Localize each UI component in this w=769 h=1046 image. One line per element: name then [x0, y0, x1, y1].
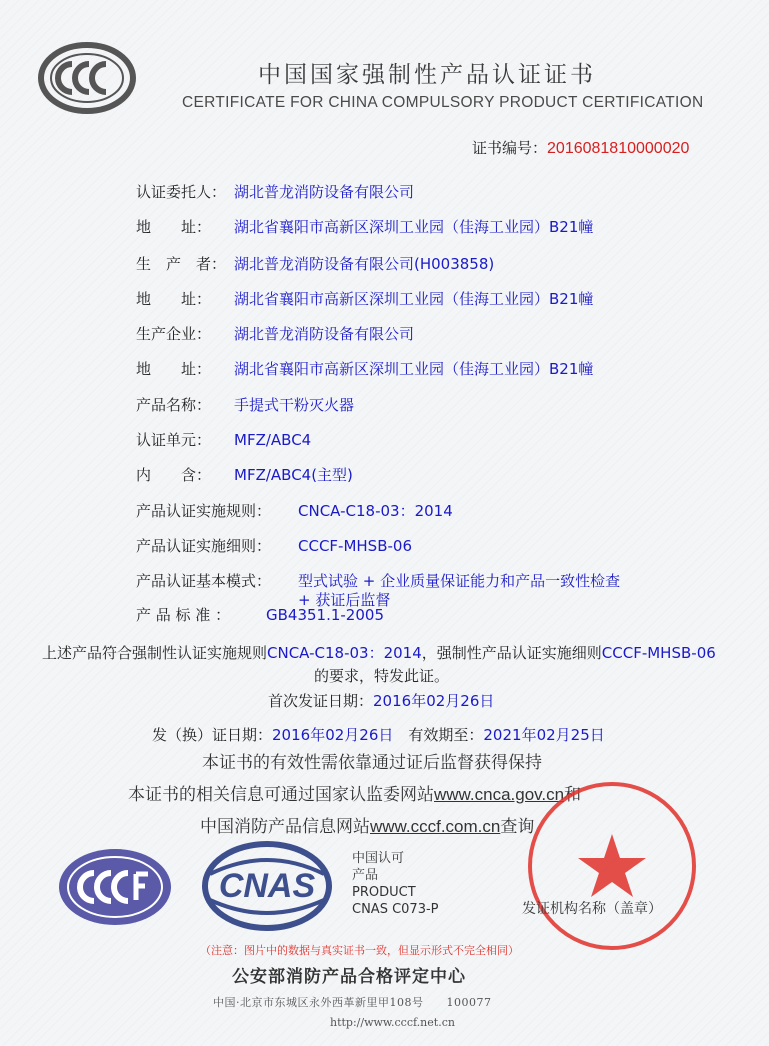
field-label: 地 址： — [136, 360, 212, 378]
disclaimer-note: （注意：图片中的数据与真实证书一致，但显示形式不完全相同） — [200, 944, 519, 957]
official-seal-icon — [512, 776, 712, 956]
info-text: 查询 — [500, 817, 535, 837]
field-cert-rules — [136, 500, 453, 521]
issuing-center-url[interactable]: http://www.cccf.net.cn — [330, 1016, 455, 1029]
cnas-logo-icon — [200, 840, 334, 932]
cnas-text-line: 中国认可 — [352, 851, 405, 866]
statement-line-1 — [42, 642, 716, 663]
info-text: 和 — [564, 785, 582, 805]
certificate-number — [472, 137, 689, 158]
field-value: CCCF-MHSB-06 — [298, 537, 412, 555]
cnas-accreditation-text — [352, 850, 472, 918]
field-value: 湖北普龙消防设备有限公司 — [234, 325, 415, 343]
field-value: 湖北省襄阳市高新区深圳工业园（佳海工业园）B21幢 — [234, 218, 594, 236]
statement-rule: CCCF-MHSB-06 — [601, 644, 716, 662]
field-label: 产品认证实施细则： — [136, 537, 272, 555]
validity-note: 本证书的有效性需依靠通过证后监督获得保持 — [202, 753, 542, 773]
first-issue-label: 首次发证日期： — [268, 692, 374, 710]
statement-line-2: 的要求，特发此证。 — [314, 667, 450, 685]
cnca-link[interactable]: www.cnca.gov.cn — [434, 785, 565, 804]
statement-text: 上述产品符合强制性认证实施规则 — [42, 644, 268, 662]
cccf-link[interactable]: www.cccf.com.cn — [370, 817, 501, 836]
field-label: 产 品 标 准 ： — [136, 606, 231, 624]
field-product-name — [136, 394, 354, 415]
field-value: 手提式干粉灭火器 — [234, 396, 355, 414]
field-label: 生 产 者： — [136, 255, 227, 273]
field-cert-mode — [136, 570, 620, 591]
field-label: 地 址： — [136, 290, 212, 308]
field-applicant-address — [136, 216, 593, 237]
field-product-standard — [136, 604, 384, 625]
info-line-cccf — [200, 812, 534, 837]
field-value: 湖北省襄阳市高新区深圳工业园（佳海工业园）B21幢 — [234, 360, 594, 378]
field-label: 认证委托人： — [136, 183, 227, 201]
title-chinese: 中国国家强制性产品认证证书 — [258, 62, 596, 88]
issue-validity-dates — [152, 724, 605, 745]
ccc-logo-icon — [38, 42, 136, 114]
field-contents — [136, 464, 353, 485]
cnas-text-line: CNAS C073-P — [352, 902, 439, 917]
field-label: 生产企业： — [136, 325, 212, 343]
info-text: 本证书的相关信息可通过国家认监委网站 — [128, 785, 434, 805]
field-label: 地 址： — [136, 218, 212, 236]
field-value: + 获证后监督 — [298, 591, 391, 609]
title-english: CERTIFICATE FOR CHINA COMPULSORY PRODUCT CERTIFICATION — [182, 94, 704, 111]
field-factory-address — [136, 358, 593, 379]
valid-label: 有效期至： — [408, 726, 484, 744]
info-text: 中国消防产品信息网站 — [200, 817, 370, 837]
field-value: 湖北普龙消防设备有限公司(H003858) — [234, 255, 495, 273]
statement-rule: CNCA-C18-03：2014 — [267, 644, 422, 662]
issuing-center-name: 公安部消防产品合格评定中心 — [232, 967, 466, 987]
field-applicant — [136, 181, 414, 202]
field-value: GB4351.1-2005 — [266, 606, 384, 624]
valid-value: 2021年02月25日 — [483, 726, 605, 744]
field-cert-details — [136, 535, 412, 556]
field-value: 湖北普龙消防设备有限公司 — [234, 183, 415, 201]
field-label: 产品认证基本模式： — [136, 572, 272, 590]
field-value: 湖北省襄阳市高新区深圳工业园（佳海工业园）B21幢 — [234, 290, 594, 308]
first-issue-value: 2016年02月26日 — [373, 692, 495, 710]
field-manufacturer-address — [136, 288, 593, 309]
field-cert-unit — [136, 429, 311, 450]
first-issue-date — [268, 690, 494, 711]
svg-text:CNAS: CNAS — [218, 867, 316, 905]
cnas-text-line: PRODUCT — [352, 885, 416, 900]
issue-value: 2016年02月26日 — [272, 726, 409, 744]
certificate-number-value: 2016081810000020 — [547, 140, 690, 157]
field-value: MFZ/ABC4(主型) — [234, 466, 353, 484]
field-manufacturer — [136, 253, 494, 274]
cnas-text-line: 产品 — [352, 868, 379, 883]
field-value: CNCA-C18-03：2014 — [298, 502, 453, 520]
issuing-center-address: 中国·北京市东城区永外西革新里甲108号 100077 — [213, 996, 492, 1009]
statement-text: ，强制性产品认证实施细则 — [421, 644, 602, 662]
field-label: 产品认证实施规则： — [136, 502, 272, 520]
issue-label: 发（换）证日期： — [152, 726, 273, 744]
field-label: 认证单元： — [136, 431, 212, 449]
field-label: 产品名称： — [136, 396, 212, 414]
field-value: 型式试验 + 企业质量保证能力和产品一致性检查 — [298, 572, 621, 590]
field-label: 内 含： — [136, 466, 212, 484]
issuing-authority-label: 发证机构名称（盖章） — [522, 901, 662, 917]
cccf-logo-icon — [56, 846, 174, 928]
field-value: MFZ/ABC4 — [234, 431, 312, 449]
certificate-number-label: 证书编号： — [472, 139, 548, 157]
field-factory — [136, 323, 414, 344]
